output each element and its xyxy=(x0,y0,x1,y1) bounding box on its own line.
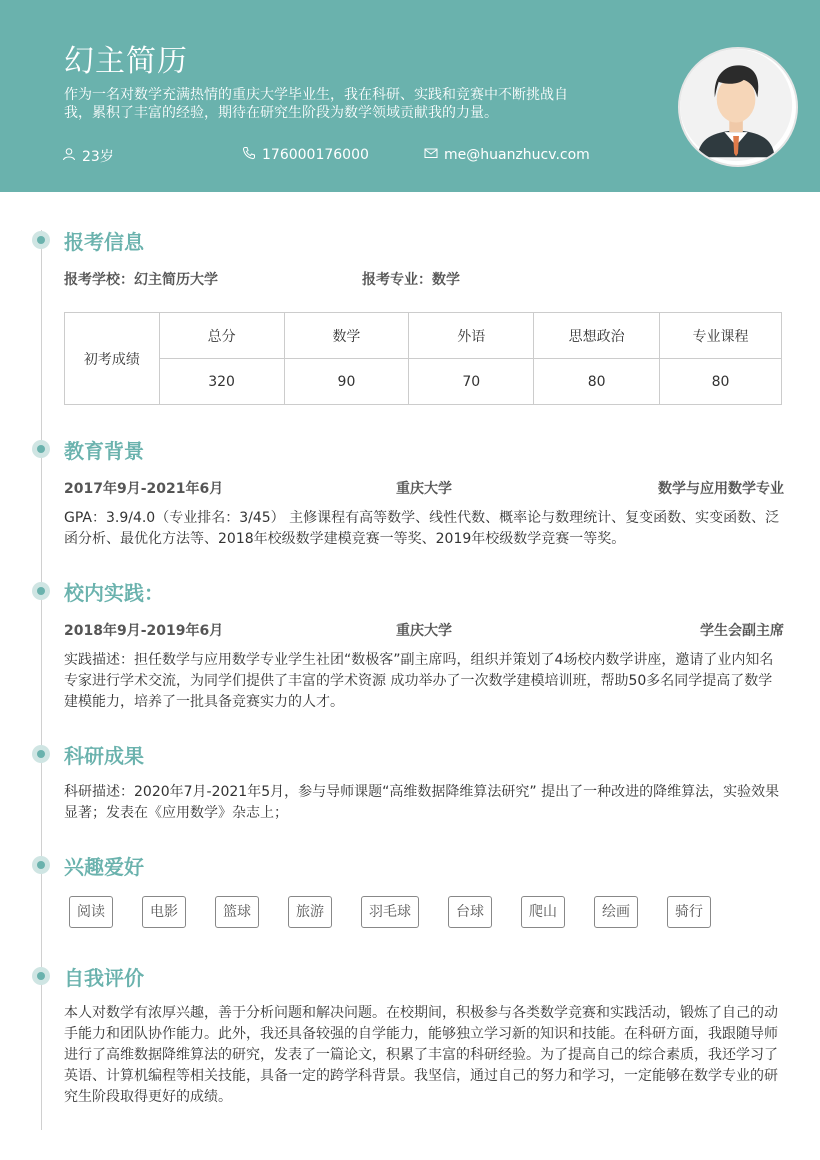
education-major: 数学与应用数学专业 xyxy=(658,481,784,497)
self-evaluation-desc: 本人对数学有浓厚兴趣，善于分析问题和解决问题。在校期间，积极参与各类数学竞赛和实践活动，锻炼了自己的动手能力和团队协作能力。此外，我还具备较强的自学能力，能够独立学习新的知识和技能。在科研方面，我跟随导师进行了高维数据降维算法的研究，发表了一篇论文，积累了丰富的科研经验。为了提高自己的综合素质，我还学习了英语、计算机编程等相关技能，具备一定的跨学科背景。我坚信，通过自己的努力和学习，一定能够在数学专业的研究生阶段取得更好的成绩。 xyxy=(64,1005,778,1105)
resume-name: 幻主简历 xyxy=(64,44,188,79)
research-desc: 科研描述：2020年7月-2021年5月，参与导师课题“高维数据降维算法研究” 提出了一种改进的降维算法，实验效果显著；发表在《应用数学》杂志上； xyxy=(64,784,780,821)
education-period: 2017年9月-2021年6月 xyxy=(64,481,224,497)
section-title-self: 自我评价 xyxy=(64,966,144,990)
score-row-label: 初考成绩 xyxy=(65,313,160,405)
timeline-dot xyxy=(32,967,50,985)
score-table xyxy=(64,312,782,405)
timeline-dot xyxy=(32,231,50,249)
age-info xyxy=(62,146,114,166)
score-header: 专业课程 xyxy=(660,313,782,359)
score-header: 数学 xyxy=(284,313,409,359)
hobby-tag: 爬山 xyxy=(521,896,565,928)
timeline-line xyxy=(41,230,42,1130)
resume-header xyxy=(0,0,820,192)
section-title-exam: 报考信息 xyxy=(64,230,144,254)
hobby-tag: 篮球 xyxy=(215,896,259,928)
hobby-tag: 旅游 xyxy=(288,896,332,928)
mail-icon xyxy=(424,146,438,164)
education-desc: GPA：3.9/4.0（专业排名：3/45） 主修课程有高等数学、线性代数、概率论与数理统计、复变函数、实变函数、泛函分析、最优化方法等、2018年校级数学建模竞赛一等奖、2019年校级数学竞赛一等奖。 xyxy=(64,510,780,547)
hobby-tag: 台球 xyxy=(448,896,492,928)
timeline-dot xyxy=(32,745,50,763)
phone-icon xyxy=(242,146,256,164)
practice-role: 学生会副主席 xyxy=(700,623,784,639)
score-header: 外语 xyxy=(409,313,534,359)
target-school: 报考学校：幻主简历大学 xyxy=(64,272,218,288)
section-title-education: 教育背景 xyxy=(64,439,144,463)
education-school: 重庆大学 xyxy=(396,481,452,497)
score-value: 80 xyxy=(534,359,660,405)
timeline-dot xyxy=(32,440,50,458)
timeline-dot xyxy=(32,856,50,874)
score-value: 90 xyxy=(284,359,409,405)
hobby-tag: 阅读 xyxy=(69,896,113,928)
hobby-tag: 羽毛球 xyxy=(361,896,419,928)
section-title-hobbies: 兴趣爱好 xyxy=(64,855,144,879)
person-icon xyxy=(62,147,76,165)
phone-text: 176000176000 xyxy=(262,147,369,163)
age-text: 23岁 xyxy=(82,149,114,165)
target-major: 报考专业：数学 xyxy=(362,272,460,288)
email-info xyxy=(424,146,590,164)
avatar xyxy=(678,47,798,167)
intro-text: 作为一名对数学充满热情的重庆大学毕业生，我在科研、实践和竞赛中不断挑战自我，累积了丰富的经验，期待在研究生阶段为数学领域贡献我的力量。 xyxy=(64,87,568,121)
hobby-tag: 骑行 xyxy=(667,896,711,928)
section-title-practice: 校内实践： xyxy=(64,581,164,605)
email-text: me@huanzhucv.com xyxy=(444,147,590,163)
table-row xyxy=(65,313,782,359)
practice-period: 2018年9月-2019年6月 xyxy=(64,623,224,639)
hobby-tag: 电影 xyxy=(142,896,186,928)
practice-desc: 实践描述：担任数学与应用数学专业学生社团“数极客”副主席吗，组织并策划了4场校内数学讲座，邀请了业内知名专家进行学术交流，为同学们提供了丰富的学术资源 成功举办了一次数学建模培训班，帮助50多名同学提高了数学建模能力，培养了一批具备竞赛实力的人才。 xyxy=(64,652,774,710)
phone-info xyxy=(242,146,369,164)
hobby-tag: 绘画 xyxy=(594,896,638,928)
score-value: 320 xyxy=(159,359,284,405)
practice-school: 重庆大学 xyxy=(396,623,452,639)
score-value: 80 xyxy=(660,359,782,405)
timeline-dot xyxy=(32,582,50,600)
score-header: 总分 xyxy=(159,313,284,359)
table-row xyxy=(65,359,782,405)
section-title-research: 科研成果 xyxy=(64,744,144,768)
score-header: 思想政治 xyxy=(534,313,660,359)
score-value: 70 xyxy=(409,359,534,405)
